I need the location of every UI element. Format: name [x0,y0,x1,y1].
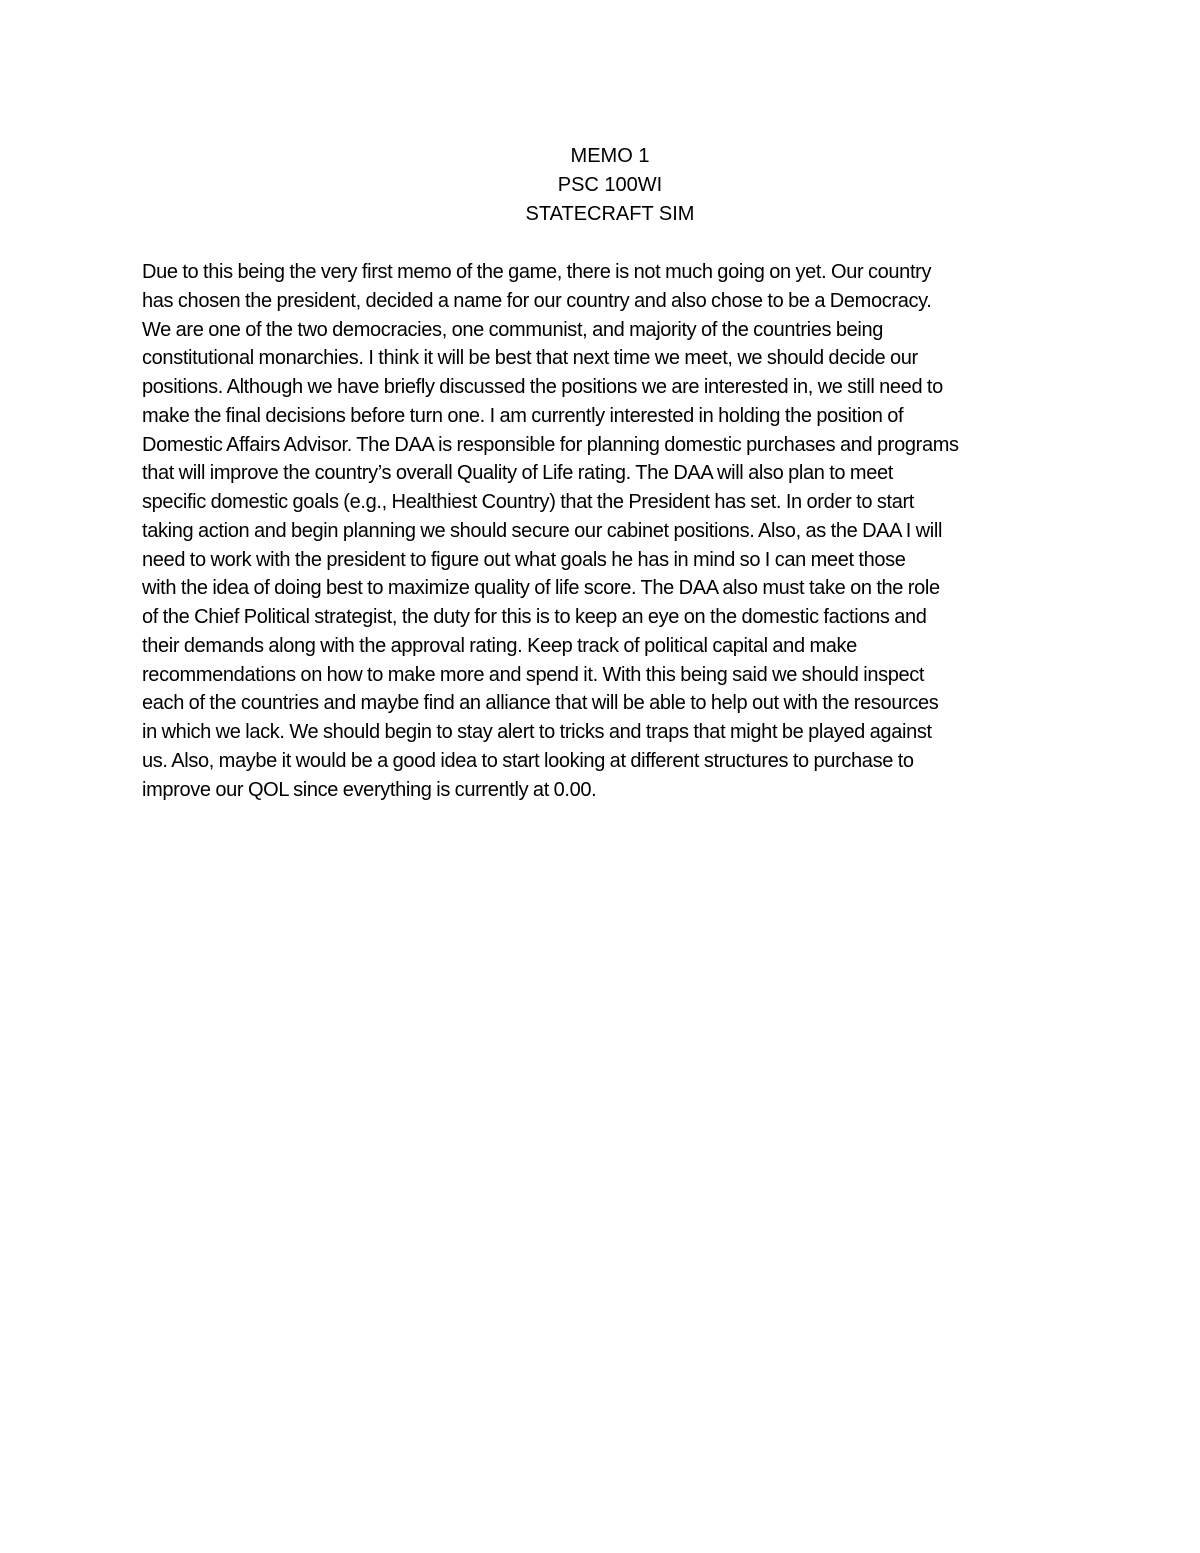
memo-header [0,142,1200,229]
body-line: improve our QOL since everything is currently at 0.00. [142,778,597,801]
course-code: PSC 100WI [557,174,663,196]
memo-title: MEMO 1 [570,145,650,167]
memo-body [142,258,1062,804]
body-line: each of the countries and maybe find an alliance that will be able to help out with the resources [142,692,939,715]
body-line: We are one of the two democracies, one communist, and majority of the countries being [142,318,884,341]
body-line: make the final decisions before turn one. I am currently interested in holding the position of [142,404,904,427]
body-line: specific domestic goals (e.g., Healthiest Country) that the President has set. In order to start [142,491,915,513]
body-line: their demands along with the approval rating. Keep track of political capital and make [142,634,857,657]
body-line: has chosen the president, decided a name for our country and also chose to be a Democracy. [142,289,932,312]
body-line: recommendations on how to make more and spend it. With this being said we should inspect [142,663,925,686]
body-line: in which we lack. We should begin to stay alert to tricks and traps that might be played against [142,721,932,743]
body-line: that will improve the country’s overall Quality of Life rating. The DAA will also plan to meet [142,462,893,485]
body-line: constitutional monarchies. I think it will be best that next time we meet, we should decide our [142,347,918,370]
body-line: Domestic Affairs Advisor. The DAA is responsible for planning domestic purchases and programs [142,433,959,456]
body-line: with the idea of doing best to maximize quality of life score. The DAA also must take on the role [142,577,940,600]
body-line: Due to this being the very first memo of the game, there is not much going on yet. Our country [142,261,932,283]
body-line: positions. Although we have briefly discussed the positions we are interested in, we still need to [142,376,943,398]
simulation-name: STATECRAFT SIM [525,203,695,225]
body-line: us. Also, maybe it would be a good idea to start looking at different structures to purchase to [142,749,914,772]
body-line: of the Chief Political strategist, the duty for this is to keep an eye on the domestic factions and [142,606,927,628]
body-line: need to work with the president to figure out what goals he has in mind so I can meet those [142,548,906,571]
body-line: taking action and begin planning we should secure our cabinet positions. Also, as the DAA I will [142,519,943,542]
